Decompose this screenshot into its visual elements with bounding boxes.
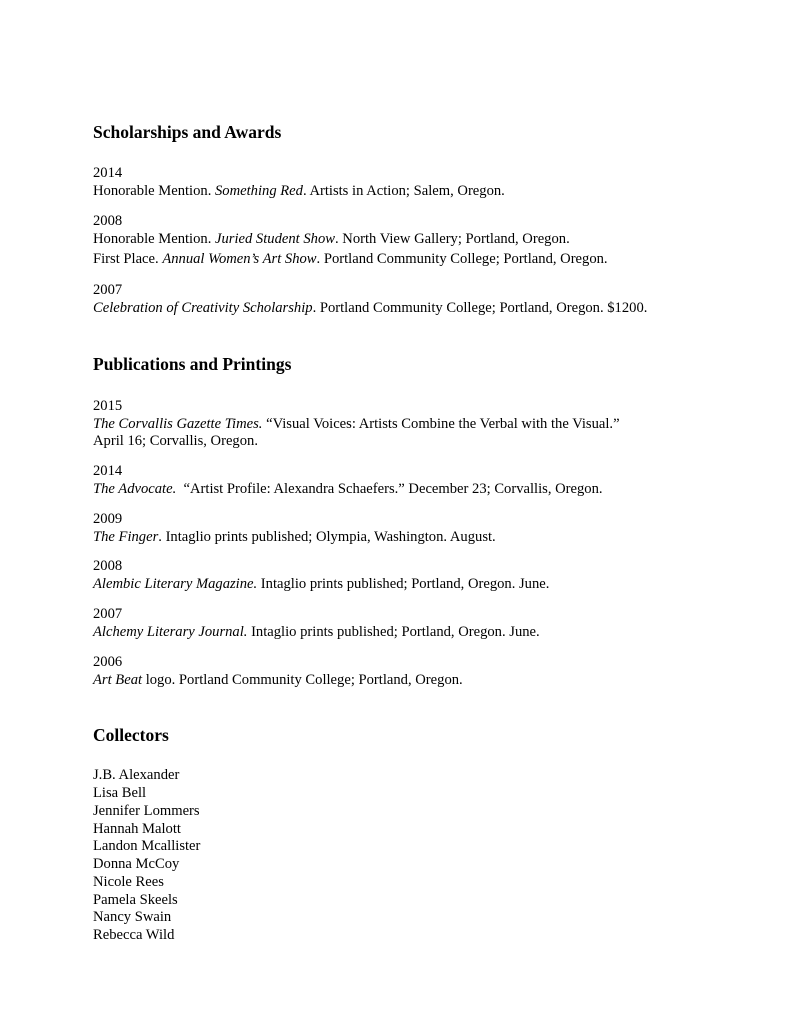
entry-year: 2006: [93, 654, 123, 670]
entry-year: 2007: [93, 282, 123, 298]
collector-name: Jennifer Lommers: [93, 803, 200, 819]
entry-line: The Corvallis Gazette Times. “Visual Voices: Artists Combine the Verbal with the Visual.”: [93, 416, 620, 432]
entry-year: 2014: [93, 165, 123, 181]
entry-line: The Finger. Intaglio prints published; Olympia, Washington. August.: [93, 529, 496, 545]
collector-name: Pamela Skeels: [93, 892, 178, 908]
collector-name: Rebecca Wild: [93, 927, 175, 943]
collector-name: Landon Mcallister: [93, 838, 201, 854]
entry-line: Alchemy Literary Journal. Intaglio prints published; Portland, Oregon. June.: [93, 624, 540, 640]
entry-line: Honorable Mention. Something Red. Artists in Action; Salem, Oregon.: [93, 183, 505, 199]
entry-year: 2009: [93, 511, 123, 527]
entry-year: 2008: [93, 213, 123, 229]
entry-line: April 16; Corvallis, Oregon.: [93, 433, 258, 449]
collector-name: Nancy Swain: [93, 909, 172, 925]
entry-line: Art Beat logo. Portland Community College; Portland, Oregon.: [93, 672, 463, 688]
section-heading-collectors: Collectors: [93, 725, 169, 745]
collector-name: Lisa Bell: [93, 785, 147, 801]
section-heading-publications: Publications and Printings: [93, 354, 292, 374]
section-heading-scholarships: Scholarships and Awards: [93, 122, 282, 142]
entry-year: 2014: [93, 463, 123, 479]
collector-name: Nicole Rees: [93, 874, 164, 890]
entry-line: Celebration of Creativity Scholarship. Portland Community College; Portland, Oregon. $1200.: [93, 300, 648, 316]
entry-line: Alembic Literary Magazine. Intaglio prints published; Portland, Oregon. June.: [93, 576, 550, 592]
entry-line: First Place. Annual Women’s Art Show. Portland Community College; Portland, Oregon.: [93, 251, 608, 267]
collector-name: Hannah Malott: [93, 821, 181, 837]
collector-name: J.B. Alexander: [93, 767, 180, 783]
collector-name: Donna McCoy: [93, 856, 180, 872]
entry-year: 2008: [93, 558, 123, 574]
entry-year: 2015: [93, 398, 123, 414]
entry-line: The Advocate. “Artist Profile: Alexandra Schaefers.” December 23; Corvallis, Oregon.: [93, 481, 603, 497]
entry-line: Honorable Mention. Juried Student Show. North View Gallery; Portland, Oregon.: [93, 231, 570, 247]
entry-year: 2007: [93, 606, 123, 622]
